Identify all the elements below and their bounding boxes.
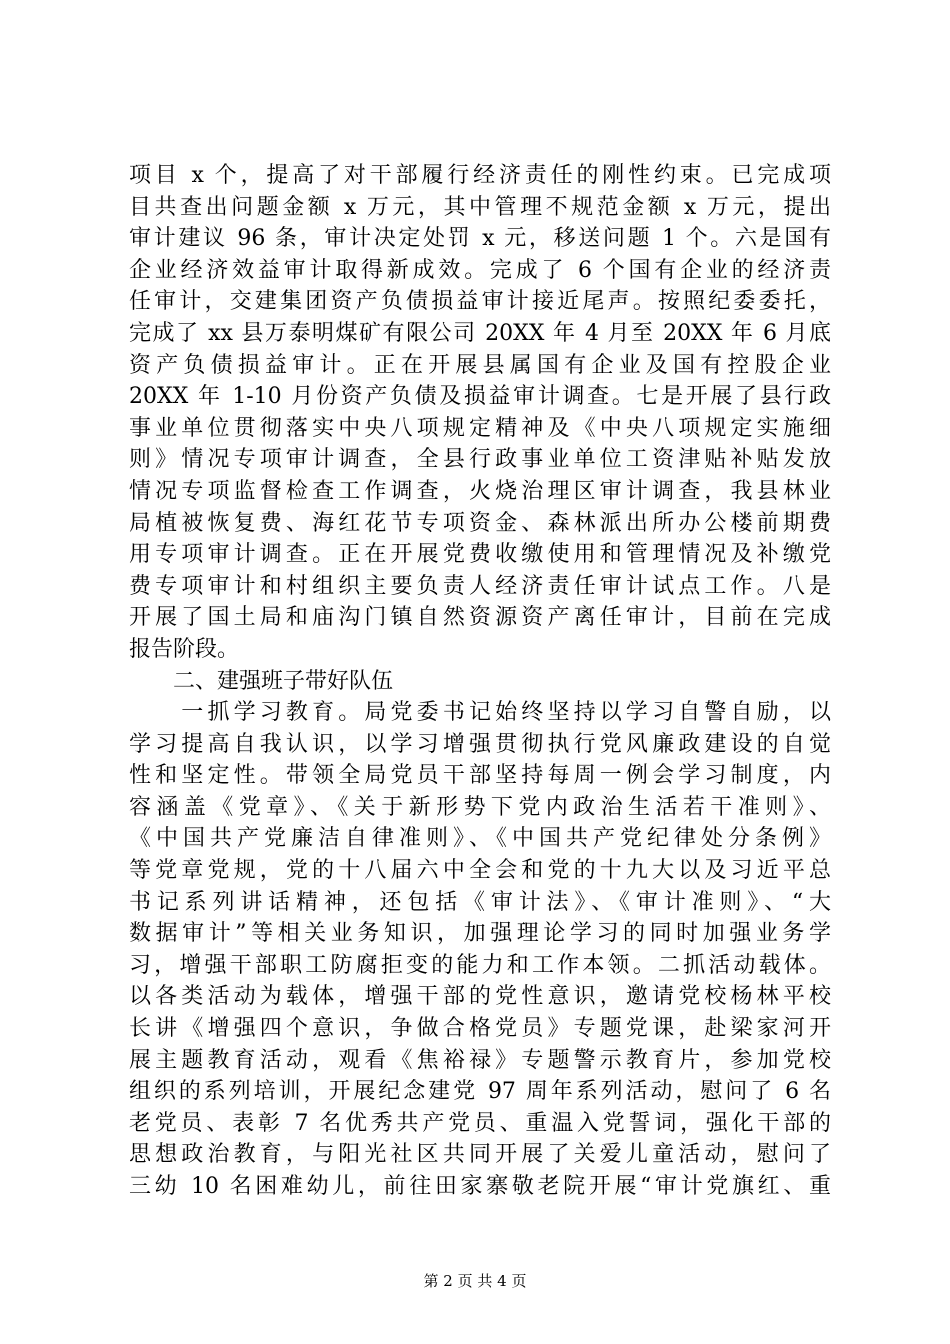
text-line: 项目 x 个，提高了对干部履行经济责任的刚性约束。已完成项 <box>129 163 831 188</box>
text-line: 局植被恢复费、海红花节专项资金、森林派出所办公楼前期费 <box>129 510 831 536</box>
text-line: 报告阶段。 <box>129 636 240 662</box>
text-line: 企业经济效益审计取得新成效。完成了 6 个国有企业的经济责 <box>129 257 831 283</box>
text-line: 资产负债损益审计。正在开展县属国有企业及国有控股企业 <box>129 352 831 378</box>
text-line: 老党员、表彰 7 名优秀共产党员、重温入党誓词，强化干部的 <box>129 1110 831 1136</box>
text-line: 用专项审计调查。正在开展党费收缴使用和管理情况及补缴党 <box>129 542 831 568</box>
text-line: 任审计，交建集团资产负债损益审计接近尾声。按照纪委委托， <box>129 289 831 315</box>
text-line: 习，增强干部职工防腐拒变的能力和工作本领。二抓活动载体。 <box>129 952 831 978</box>
text-line: 以各类活动为载体，增强干部的党性意识，邀请党校杨林平校 <box>129 984 831 1010</box>
text-line: 书记系列讲话精神，还包括《审计法》、《审计准则》、“大 <box>129 889 831 915</box>
text-line: 学习提高自我认识，以学习增强贯彻执行党风廉政建设的自觉 <box>129 731 831 757</box>
text-line: 等党章党规，党的十八届六中全会和党的十九大以及习近平总 <box>129 858 831 884</box>
text-line: 容涵盖《党章》、《关于新形势下党内政治生活若干准则》、 <box>129 794 831 820</box>
text-line: 事业单位贯彻落实中央八项规定精神及《中央八项规定实施细 <box>129 415 831 441</box>
body-text <box>129 160 831 1203</box>
text-line: 则》情况专项审计调查，全县行政事业单位工资津贴补贴发放 <box>129 447 831 473</box>
text-line: 审计建议 96 条，审计决定处罚 x 元，移送问题 1 个。六是国有 <box>129 226 831 252</box>
text-line: 思想政治教育，与阳光社区共同开展了关爱儿童活动，慰问了 <box>129 1142 831 1168</box>
text-line: 一抓学习教育。局党委书记始终坚持以学习自警自励，以 <box>129 700 831 726</box>
text-line: 组织的系列培训，开展纪念建党 97 周年系列活动，慰问了 6 名 <box>129 1079 831 1105</box>
text-line: 性和坚定性。带领全局党员干部坚持每周一例会学习制度，内 <box>129 763 831 789</box>
text-line: 《中国共产党廉洁自律准则》、《中国共产党纪律处分条例》 <box>129 826 831 852</box>
text-line: 展主题教育活动，观看《焦裕禄》专题警示教育片，参加党校 <box>129 1047 831 1073</box>
text-line: 20XX 年 1-10 月份资产负债及损益审计调查。七是开展了县行政 <box>129 384 831 410</box>
text-line: 数据审计”等相关业务知识，加强理论学习的同时加强业务学 <box>129 921 831 947</box>
page-footer: 第 2 页 共 4 页 <box>423 1272 527 1290</box>
text-line: 情况专项监督检查工作调查，火烧治理区审计调查，我县林业 <box>129 478 831 504</box>
text-line: 开展了国土局和庙沟门镇自然资源资产离任审计，目前在完成 <box>129 605 831 631</box>
text-line: 完成了 xx 县万泰明煤矿有限公司 20XX 年 4 月至 20XX 年 6 月底 <box>129 320 831 346</box>
text-line: 目共查出问题金额 x 万元，其中管理不规范金额 x 万元，提出 <box>129 194 831 220</box>
text-line: 长讲《增强四个意识，争做合格党员》专题党课，赴梁家河开 <box>129 1016 831 1042</box>
text-line: 二、建强班子带好队伍 <box>129 668 394 694</box>
text-line: 费专项审计和村组织主要负责人经济责任审计试点工作。八是 <box>129 573 831 599</box>
text-line: 三幼 10 名困难幼儿，前往田家寨敬老院开展“审计党旗红、重 <box>129 1174 831 1199</box>
